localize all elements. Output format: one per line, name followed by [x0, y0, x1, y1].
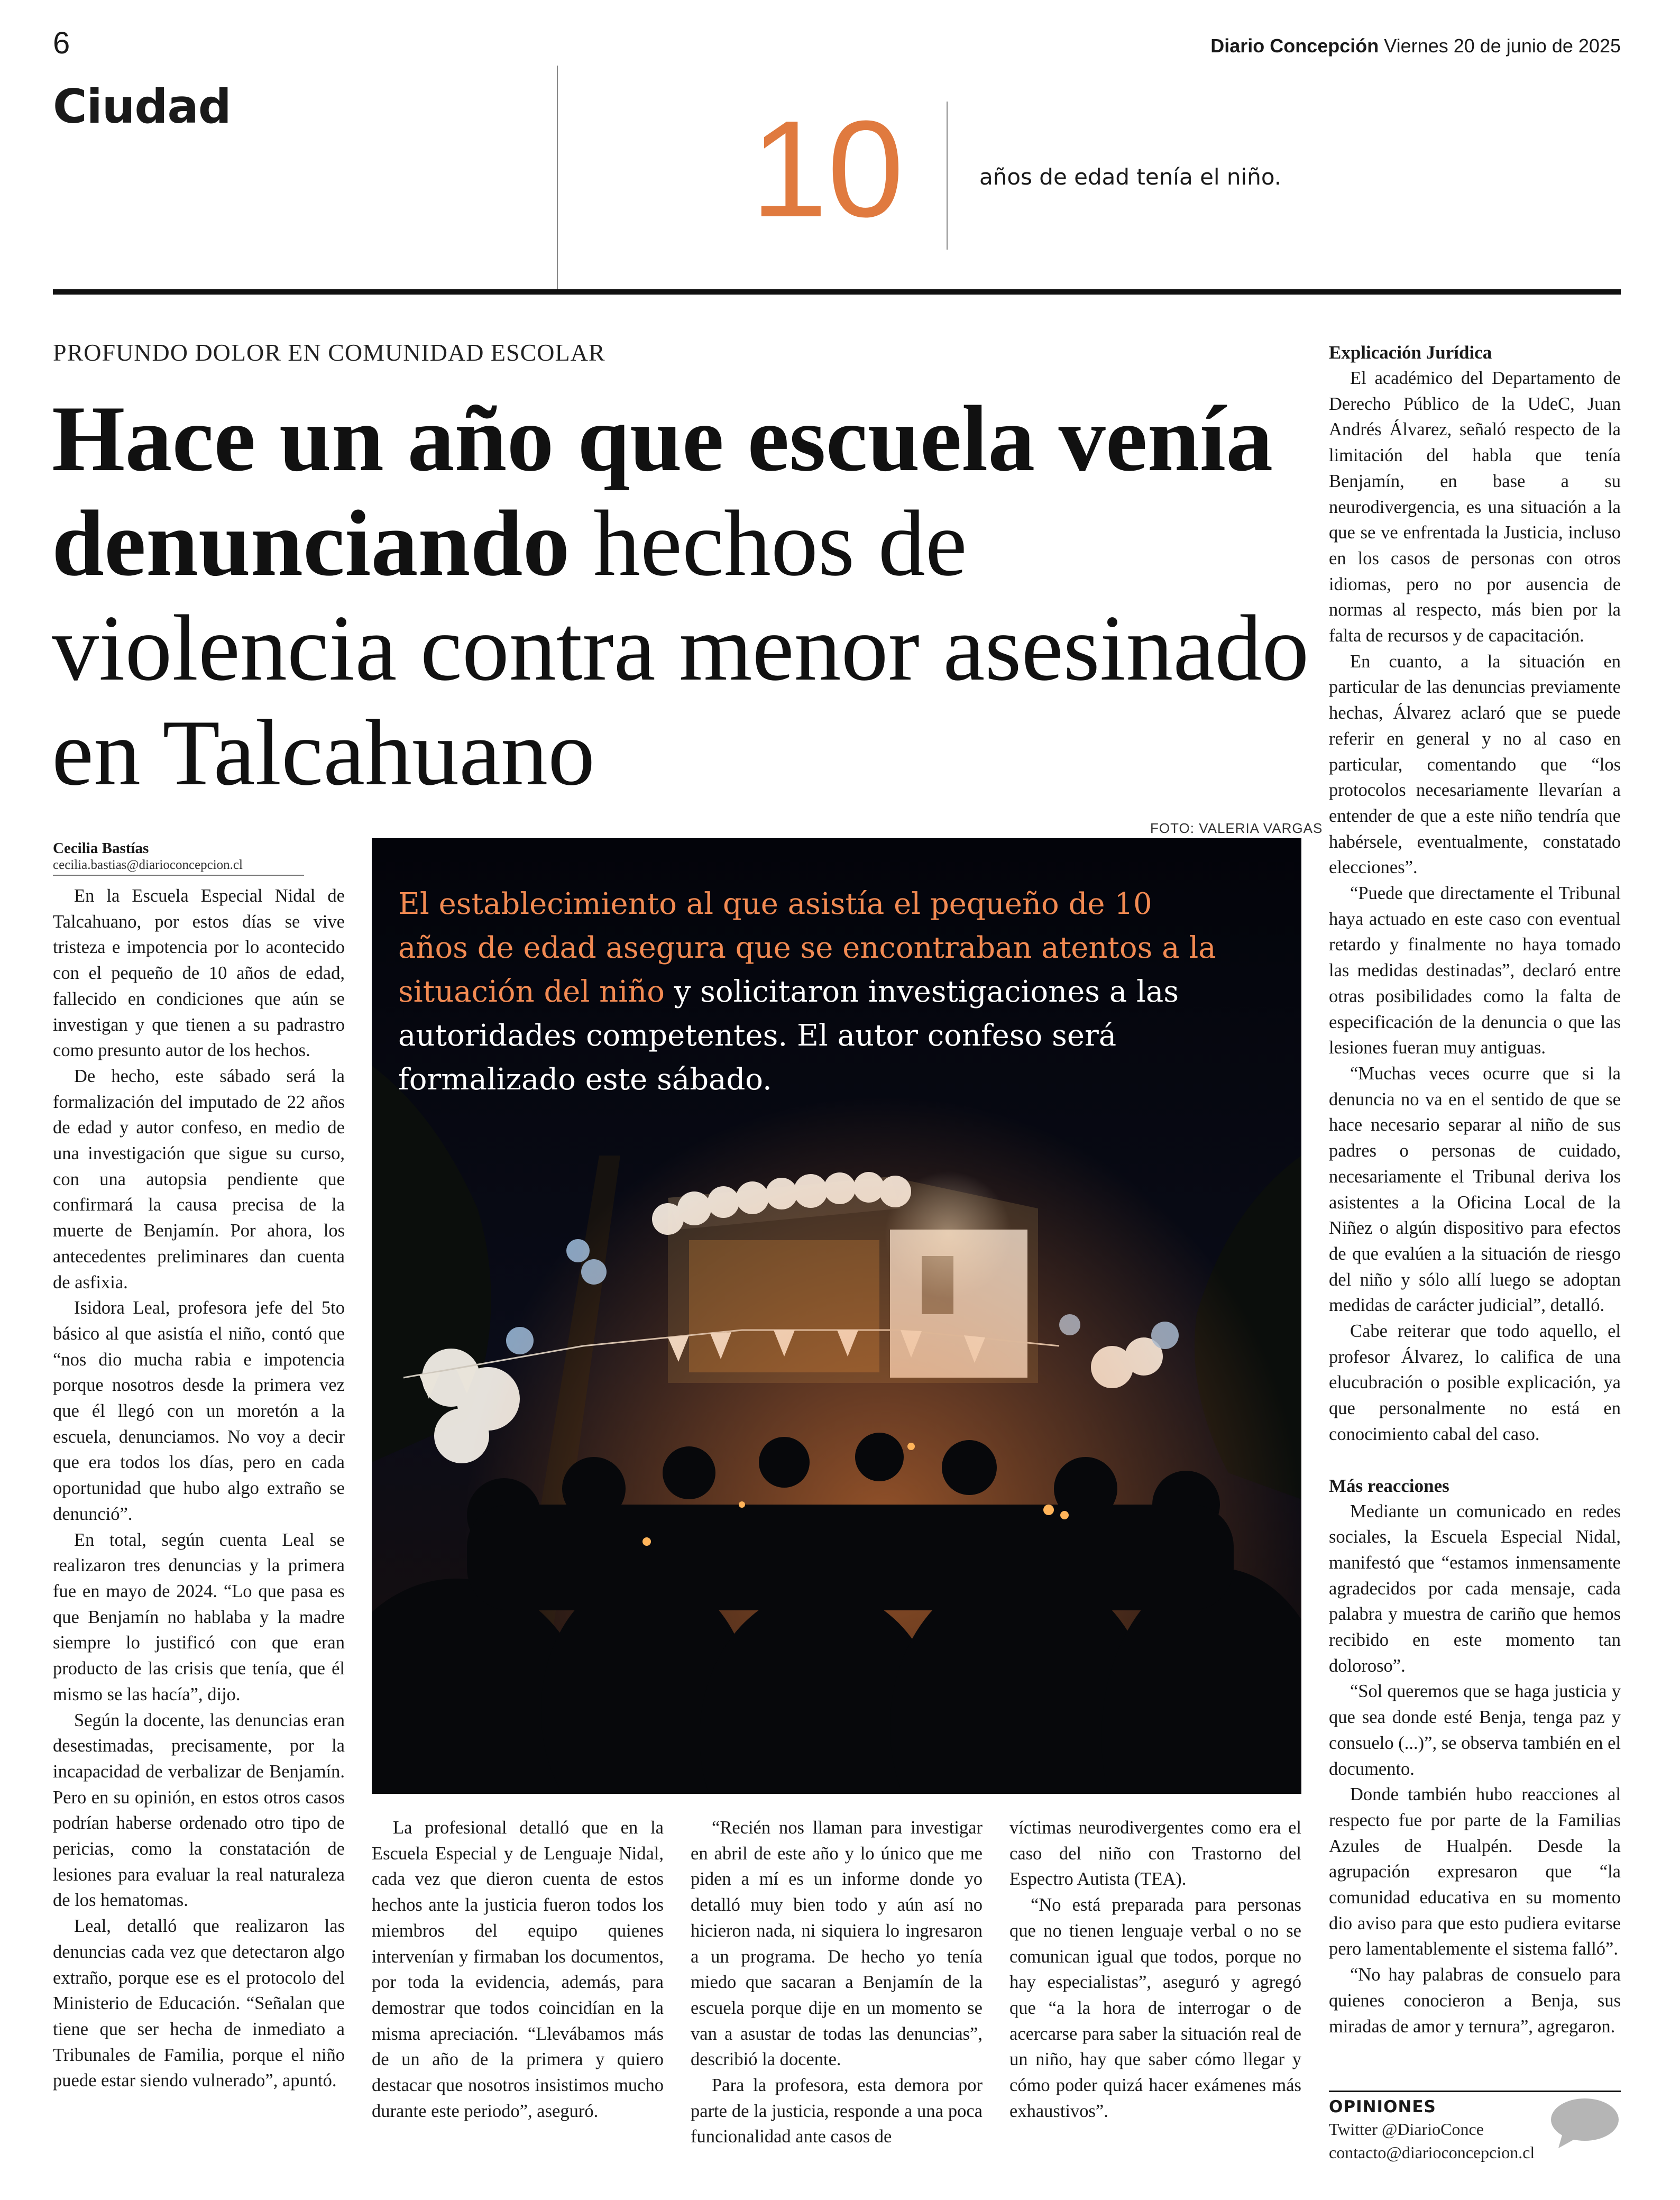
paragraph: “Recién nos llaman para investigar en abril de este año y lo único que me piden a mí es un informe donde yo detalló muy bien todo y aún así no hicieron nada, ni siquiera lo ingresaron a un programa. De hecho yo tenía miedo que sacaran a Benjamín de la escuela porque dije en un momento se van a asustar de todas las denuncias”, describió la docente. — [691, 1818, 983, 2070]
paper-name: Diario Concepción — [1210, 35, 1379, 57]
opinions-rule — [1329, 2091, 1621, 2092]
headline — [52, 386, 1321, 805]
subheading-reactions: Más reacciones — [1329, 1475, 1449, 1496]
paragraph: “Puede que directamente el Tribunal haya actuado en este caso con eventual retardo y finalmente no haya tomado las medidas destinadas”, declaró entre otras posibilidades como la falta de especificación de la denuncia o que las lesiones fueran muy antiguas. — [1329, 883, 1621, 1058]
photo-credit: FOTO: VALERIA VARGAS — [1150, 820, 1323, 836]
paragraph: “Sol queremos que se haga justicia y que sea donde esté Benja, tenga paz y consuelo (...)”, se observa también en el documento. — [1329, 1681, 1621, 1779]
paragraph: “No está preparada para personas que no tienen lenguaje verbal o no se comunican igual que todos, porque no hay especialistas”, aseguró y agregó que “a la hora de interrogar o de acercarse para saber la situación real de un niño, hay que saber cómo llegar y cómo poder quizá hacer exámenes más exhaustivos”. — [1009, 1895, 1301, 2121]
header-divider-left — [557, 66, 558, 289]
paragraph: “Muchas veces ocurre que si la denuncia no va en el sentido de que se hace necesario separar al niño de sus padres o personas de cuidado, necesariamente el Tribunal deriva los asistentes a la Oficina Local de la Niñez o algún dispositivo para efectos de que evalúen a la situación de riesgo del niño y sólo allí luego se adoptan medidas de carácter judicial”, detalló. — [1329, 1063, 1621, 1316]
paragraph: Isidora Leal, profesora jefe del 5to básico al que asistía el niño, contó que “nos dio mucha rabia e impotencia porque nosotros desde la primera vez que él llegó con un moretón a la escuela, denunciamos. No voy a decir que era todos los días, pero en cada oportunidad que hubo algo extraño se denunció”. — [53, 1298, 345, 1524]
issue-date: Viernes 20 de junio de 2025 — [1384, 35, 1621, 57]
paragraph: víctimas neurodivergentes como era el caso del niño con Trastorno del Espectro Autista (TEA). — [1009, 1818, 1301, 1890]
paragraph: Donde también hubo reacciones al respecto fue por parte de la Familias Azules de Hualpén. Desde la agrupación expresaron que “la comunidad educativa en su momento dio aviso para que esto pudiera evitarse pero lamentablemente el sistema falló”. — [1329, 1784, 1621, 1959]
body-column-3 — [691, 1815, 983, 2150]
paragraph: Según la docente, las denuncias eran desestimadas, precisamente, por la incapacidad de verbalizar de Benjamín. Pero en su opinión, en estos otros casos podrían haberse ordenado otro tipo de pericias, como la constatación de lesiones para evaluar la real naturaleza de los hematomas. — [53, 1710, 345, 1911]
paragraph: En total, según cuenta Leal se realizaron tres denuncias y la primera fue en mayo de 2024. “Lo que pasa es que Benjamín no hablaba y la madre siempre lo justificó con que eran producto de las crisis que tenía, que él mismo se las hacía”, dijo. — [53, 1529, 345, 1704]
body-column-5 — [1329, 340, 1621, 2039]
paragraph: La profesional detalló que en la Escuela Especial y de Lenguaje Nidal, cada vez que dieron cuenta de estos hechos ante la justicia fueron todos los miembros del equipo quienes intervenían y firmaban los documentos, por toda la evidencia, además, para demostrar que todos coincidían en la misma apreciación. “Llevábamos más de un año de la primera y quiero destacar que nosotros insistimos mucho durante este periodo”, aseguró. — [372, 1818, 664, 2121]
photo-caption-rest: y solicitaron investigaciones a las autoridades competentes. El autor confeso será formalizado este sábado. — [398, 975, 1179, 1097]
page-number: 6 — [53, 26, 70, 60]
stat-divider — [947, 102, 948, 250]
section-title: Ciudad — [53, 79, 231, 134]
stat-number: 10 — [751, 93, 904, 246]
photo-caption — [398, 882, 1223, 1102]
paragraph: De hecho, este sábado será la formalización del imputado de 22 años de edad y autor confeso, en medio de una investigación que sigue su curso, con una autopsia pendiente que confirmará la causa precisa de la muerte de Benjamín. Por ahora, los antecedentes preliminares dan cuenta de asfixia. — [53, 1066, 345, 1292]
paragraph: Mediante un comunicado en redes sociales, la Escuela Especial Nidal, manifestó que “estamos inmensamente agradecidos por cada mensaje, cada palabra y muestra de cariño que hemos recibido en este momento tan doloroso”. — [1329, 1501, 1621, 1676]
paragraph: En cuanto, a la situación en particular de las denuncias previamente hechas, Álvarez aclaró que se puede referir en general y no al caso en particular, comentando que “los protocolos necesariamente llevarían a entender de que a este niño tendría que habérsele, eventualmente, constatado elecciones”. — [1329, 651, 1621, 878]
opinions-twitter: Twitter @DiarioConce — [1329, 2120, 1484, 2139]
headline-strong: Hace un año que escuela venía denunciando — [52, 386, 1273, 595]
paper-header — [1210, 35, 1621, 57]
opinions-title: OPINIONES — [1329, 2097, 1436, 2116]
body-column-4 — [1009, 1815, 1301, 2124]
byline-rule — [53, 875, 304, 876]
headline-rest: hechos de violencia contra menor asesinado en Talcahuano — [52, 491, 1309, 805]
paragraph: Cabe reiterar que todo aquello, el profesor Álvarez, lo califica de una elucubración o posible explicación, ya que personalmente no está en conocimiento cabal del caso. — [1329, 1321, 1621, 1444]
paragraph: En la Escuela Especial Nidal de Talcahuano, por estos días se vive tristeza e impotencia por lo acontecido con el pequeño de 10 años de edad, fallecido en condiciones que aún se investigan y que tienen a su padrastro como presunto autor de los hechos. — [53, 886, 345, 1061]
paragraph: El académico del Departamento de Derecho Público de la UdeC, Juan Andrés Álvarez, señaló respecto de la limitación del habla que tenía Benjamín, en base a su neurodivergencia, es una situación a la que se ve enfrentada la Justicia, incluso en los casos de personas con otros idiomas, pero no por ausencia de normas al respecto, más bien por la falta de recursos y de capacitación. — [1329, 368, 1621, 646]
opinions-email: contacto@diarioconcepcion.cl — [1329, 2143, 1535, 2162]
paragraph: “No hay palabras de consuelo para quienes conocieron a Benja, sus miradas de amor y ternura”, agregaron. — [1329, 1965, 1621, 2037]
header-rule — [53, 289, 1621, 295]
paragraph: Para la profesora, esta demora por parte de la justicia, responde a una poca funcionalidad ante casos de — [691, 2075, 983, 2147]
kicker: PROFUNDO DOLOR EN COMUNIDAD ESCOLAR — [53, 339, 605, 366]
speech-bubble-icon — [1547, 2096, 1621, 2152]
body-column-1 — [53, 883, 345, 2094]
stat-caption: años de edad tenía el niño. — [979, 164, 1282, 190]
byline-name: Cecilia Bastías — [53, 840, 149, 857]
body-column-2 — [372, 1815, 664, 2124]
byline-email: cecilia.bastias@diarioconcepcion.cl — [53, 858, 243, 872]
photo-caption-highlight: El establecimiento al que asistía el pequeño de 10 años de edad asegura que se encontraban atentos a la situación del niño — [398, 887, 1216, 1009]
paragraph: Leal, detalló que realizaron las denuncias cada vez que detectaron algo extraño, porque ese es el protocolo del Ministerio de Educación. “Señalan que tiene que ser hecha de inmediato a Tribunales de Familia, porque el niño puede estar siendo vulnerado”, apuntó. — [53, 1916, 345, 2091]
subheading-legal: Explicación Jurídica — [1329, 342, 1492, 363]
